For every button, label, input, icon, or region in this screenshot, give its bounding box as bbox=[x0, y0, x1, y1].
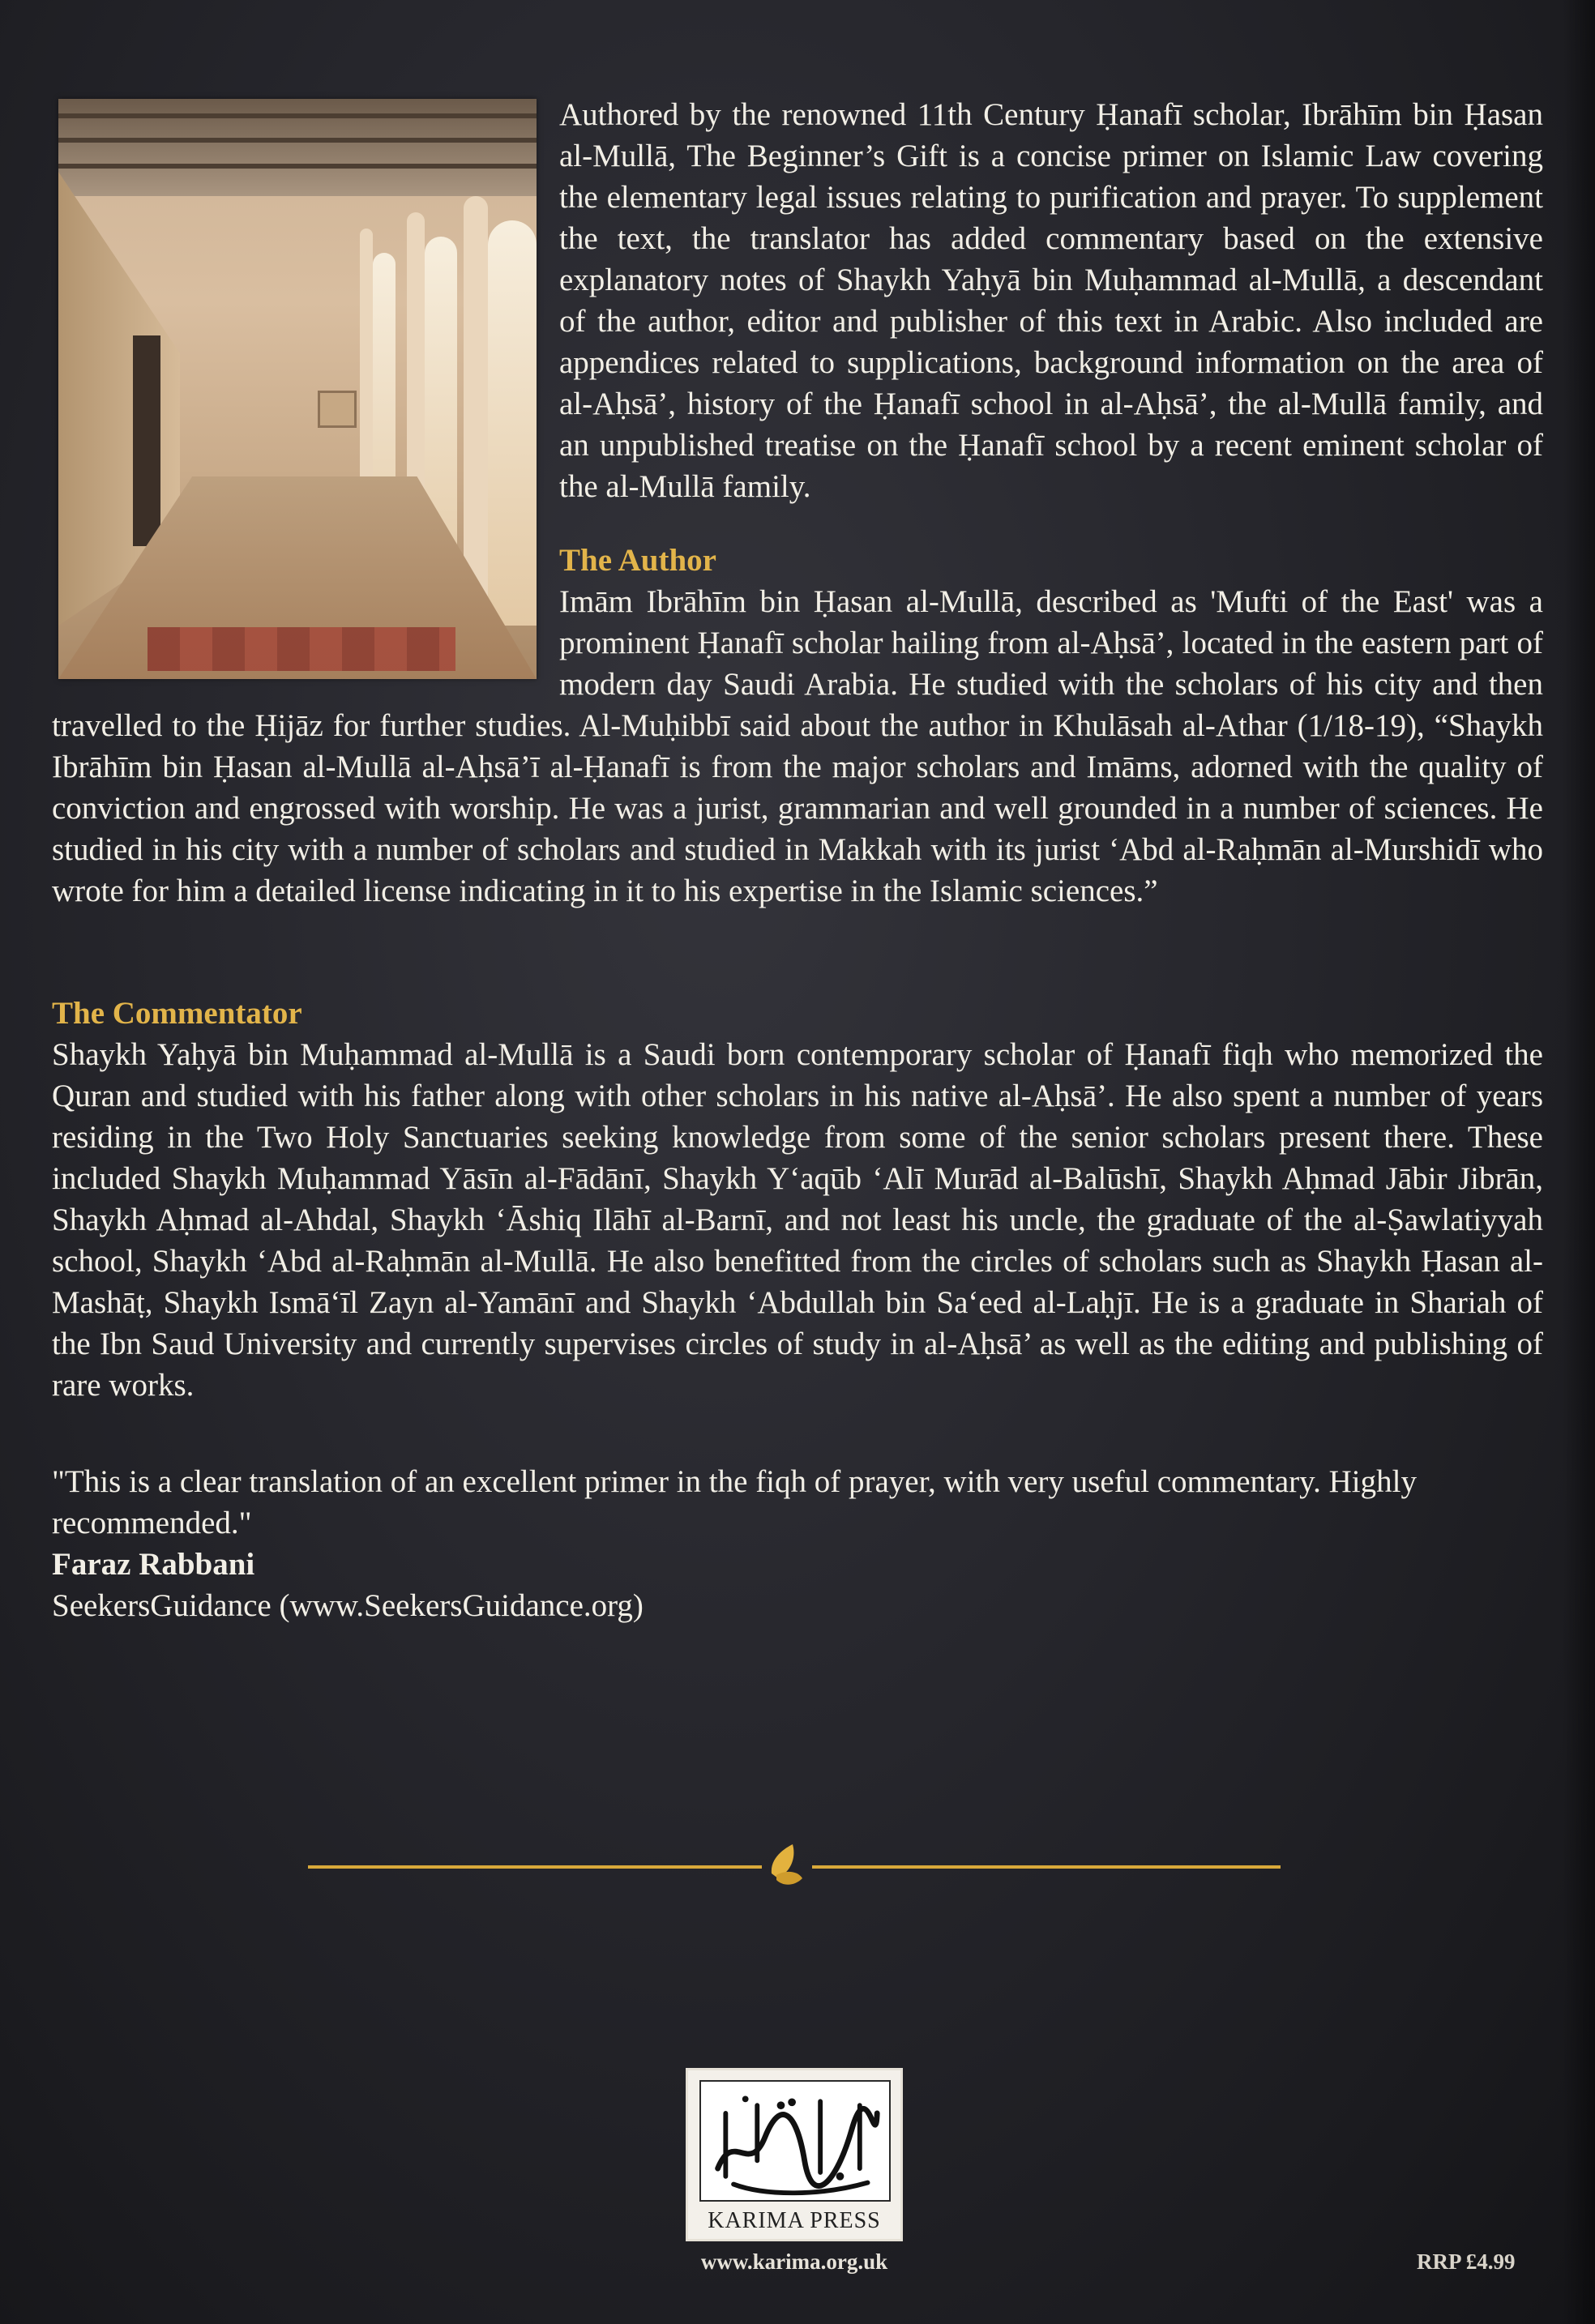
leaf-icon bbox=[772, 1844, 802, 1885]
endorsement-name: Faraz Rabbani bbox=[52, 1547, 255, 1582]
cover-text-body bbox=[52, 94, 1543, 1626]
author-paragraph: Imām Ibrāhīm bin Ḥasan al-Mullā, described as 'Mufti of the East' was a prominent Ḥanafī scholar hailing from al-Aḥsā’, located in the eastern part of modern day Saudi Arabia. He studied with the scholars of his city and then travelled to the Ḥijāz for further studies. Al-Muḥibbī said about the author in Khulāsah al-Athar (1/18-19), “Shaykh Ibrāhīm bin Ḥasan al-Mullā al-Aḥsā’ī al-Ḥanafī is from the major scholars and Imāms, adorned with the quality of conviction and engrossed with worship. He was a jurist, grammarian and well grounded in a number of sciences. He studied in his city with a number of scholars and studied in Makkah with its jurist ‘Abd al-Raḥmān al-Murshidī who wrote for him a detailed license indicating in it to his expertise in the Islamic sciences.” bbox=[52, 584, 1543, 908]
ornament-divider bbox=[308, 1838, 1281, 1895]
endorsement-quote: "This is a clear translation of an excellent primer in the fiqh of prayer, with very useful commentary. Highly recommended." bbox=[52, 1464, 1417, 1540]
commentator-heading: The Commentator bbox=[52, 996, 302, 1031]
endorsement-org: SeekersGuidance (www.SeekersGuidance.org) bbox=[52, 1588, 644, 1623]
publisher-logo bbox=[686, 2068, 903, 2241]
intro-paragraph: Authored by the renowned 11th Century Ḥanafī scholar, Ibrāhīm bin Ḥasan al-Mullā, The Beginner’s Gift is a concise primer on Islamic Law covering the elementary legal issues relating to purification and prayer. To supplement the text, the translator has added commentary based on the extensive explanatory notes of Shaykh Yaḥyā bin Muḥammad al-Mullā, a descendant of the author, editor and publisher of this text in Arabic. Also included are appendices related to supplications, background information on the area of al-Aḥsā’, history of the Ḥanafī school in al-Aḥsā’, the al-Mullā family, and an unpublished treatise on the Ḥanafī school by a recent eminent scholar of the al-Mullā family. bbox=[559, 97, 1543, 504]
commentator-paragraph: Shaykh Yaḥyā bin Muḥammad al-Mullā is a Saudi born contemporary scholar of Ḥanafī fiqh who memorized the Quran and studied with his father along with other scholars in his native al-Aḥsā’. He also spent a number of years residing in the Two Holy Sanctuaries seeking knowledge from some of the senior scholars present there. These included Shaykh Muḥammad Yāsīn al-Fādānī, Shaykh Y‘aqūb ‘Alī Murād al-Balūshī, Shaykh Aḥmad Jābir Jibrān, Shaykh Aḥmad al-Ahdal, Shaykh ‘Āshiq Ilāhī al-Barnī, and not least his uncle, the graduate of the al-Ṣawlatiyyah school, Shaykh ‘Abd al-Raḥmān al-Mullā. He also benefitted from the circles of scholars such as Shaykh Ḥasan al-Mashāṭ, Shaykh Ismā‘īl Zayn al-Yamānī and Shaykh ‘Abdullah bin Sa‘eed al-Laḥjī. He is a graduate in Shariah of the Ibn Saud University and currently supervises circles of study in al-Aḥsā’ as well as the editing and publishing of rare works. bbox=[52, 1037, 1543, 1403]
corridor-photo bbox=[58, 99, 537, 679]
price-label: RRP £4.99 bbox=[1417, 2249, 1516, 2274]
calligraphy-logo-icon bbox=[699, 2080, 891, 2202]
author-heading: The Author bbox=[559, 543, 716, 578]
publisher-website: www.karima.org.uk bbox=[700, 2249, 888, 2274]
publisher-name: KARIMA PRESS bbox=[708, 2208, 881, 2233]
